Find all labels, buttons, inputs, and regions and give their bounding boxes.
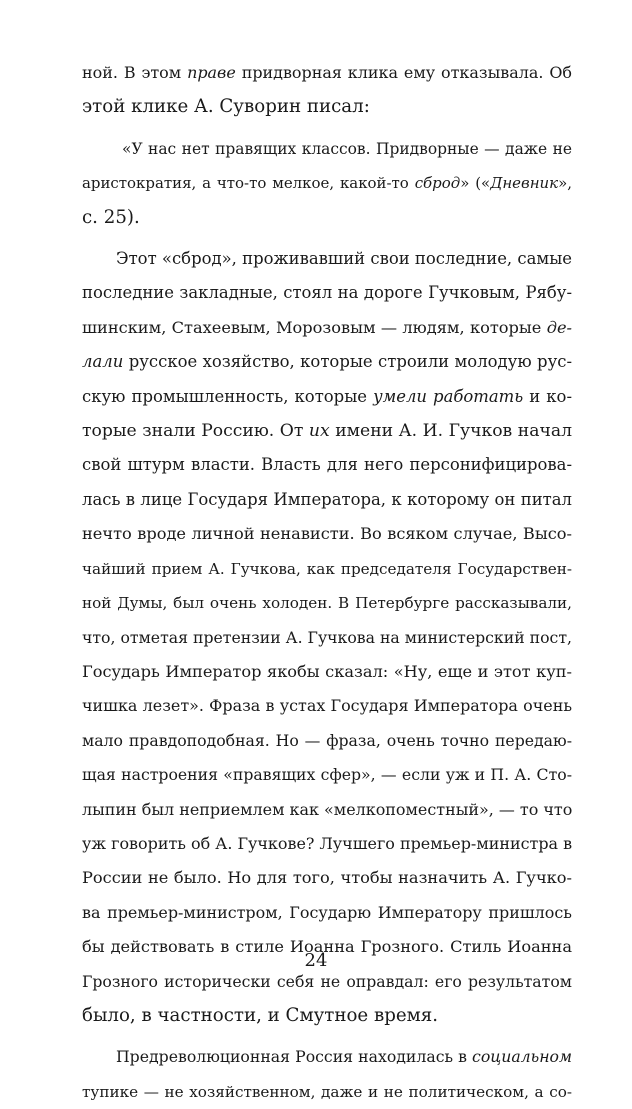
text-line bbox=[82, 586, 572, 620]
italic-run: умели работать bbox=[373, 386, 524, 406]
text-line bbox=[82, 201, 572, 235]
text-run: свой штурм власти. Власть для него персонифицирова- bbox=[82, 455, 572, 475]
text-run: аристократия, а что-то мелкое, какой-то bbox=[82, 174, 415, 193]
text-line bbox=[82, 621, 572, 655]
text-run: ной. В этом bbox=[82, 63, 188, 82]
text-line bbox=[82, 90, 572, 124]
text-run: России не было. Но для того, чтобы назначить А. Гучко- bbox=[82, 868, 572, 888]
text-line bbox=[82, 827, 572, 861]
text-line bbox=[82, 345, 572, 379]
text-run: с. 25). bbox=[82, 206, 140, 228]
text-line bbox=[82, 552, 572, 586]
text-run: и ко- bbox=[523, 386, 572, 406]
text-run: «У нас нет правящих классов. Придворные — даже не bbox=[122, 139, 572, 158]
text-line bbox=[82, 896, 572, 930]
text-line bbox=[82, 1040, 572, 1074]
text-run: шинским, Стахеевым, Морозовым — людям, которые bbox=[82, 317, 547, 337]
text-run: ва премьер-министром, Государю Императору пришлось bbox=[82, 902, 572, 922]
text-line bbox=[82, 861, 572, 895]
text-run: что, отметая претензии А. Гучкова на министерский пост, bbox=[82, 627, 572, 647]
text-line bbox=[82, 380, 572, 414]
italic-run: сброд bbox=[414, 174, 461, 193]
text-line bbox=[82, 448, 572, 482]
text-run: », bbox=[558, 174, 572, 193]
italic-run: Дневник bbox=[490, 174, 559, 193]
text-line bbox=[82, 242, 572, 276]
text-line bbox=[82, 793, 572, 827]
text-run: щая настроения «правящих сфер», — если уж и П. А. Сто- bbox=[82, 765, 572, 785]
text-line bbox=[82, 517, 572, 551]
text-run: уж говорить об А. Гучкове? Лучшего премьер-министра в bbox=[82, 833, 573, 853]
text-line bbox=[82, 311, 572, 345]
italic-run: социальном bbox=[472, 1047, 572, 1067]
text-line bbox=[82, 724, 572, 758]
text-run: бы действовать в стиле Иоанна Грозного. Стиль Иоанна bbox=[82, 937, 572, 957]
italic-run: де- bbox=[546, 317, 572, 337]
text-line bbox=[82, 414, 572, 448]
text-run: лась в лице Государя Императора, к которому он питал bbox=[82, 489, 572, 509]
text-run: мало правдоподобная. Но — фраза, очень точно передаю- bbox=[82, 730, 572, 750]
italic-run: праве bbox=[187, 63, 236, 82]
text-line bbox=[82, 758, 572, 792]
text-line bbox=[82, 132, 572, 166]
text-run: русское хозяйство, которые строили молодую рус- bbox=[123, 352, 572, 372]
text-run: придворная клика ему отказывала. Об bbox=[235, 63, 572, 82]
text-run: Грозного исторически себя не оправдал: его результатом bbox=[82, 971, 572, 991]
page-number: 24 bbox=[304, 950, 328, 971]
text-run: Государь Император якобы сказал: «Ну, еще и этот куп- bbox=[82, 661, 572, 681]
text-line bbox=[82, 276, 572, 310]
text-line bbox=[82, 166, 572, 200]
text-run: последние закладные, стоял на дороге Гучковым, Рябу- bbox=[82, 283, 572, 303]
text-line bbox=[82, 999, 572, 1033]
text-run: чайший прием А. Гучкова, как председателя Государствен- bbox=[82, 559, 572, 578]
text-run: имени А. И. Гучков начал bbox=[329, 421, 572, 442]
text-run: » (« bbox=[460, 174, 491, 193]
text-run: скую промышленность, которые bbox=[82, 386, 374, 406]
italic-run: лали bbox=[82, 352, 124, 372]
text-run: тупике — не хозяйственном, даже и не политическом, а со- bbox=[82, 1082, 572, 1101]
text-run: Этот «сброд», проживавший свои последние, самые bbox=[116, 249, 572, 269]
text-run: торые знали Россию. От bbox=[82, 421, 309, 442]
text-run: лыпин был неприемлем как «мелкопоместный», — то что bbox=[82, 799, 573, 819]
text-run: этой клике А. Суворин писал: bbox=[82, 96, 370, 118]
text-run: Предреволюционная Россия находилась в bbox=[116, 1047, 473, 1067]
text-line bbox=[82, 483, 572, 517]
text-run: нечто вроде личной ненависти. Во всяком случае, Высо- bbox=[82, 524, 572, 544]
text-run: чишка лезет». Фраза в устах Государя Императора очень bbox=[82, 696, 572, 716]
text-run: было, в частности, и Смутное время. bbox=[82, 1004, 439, 1026]
text-line bbox=[82, 655, 572, 689]
text-line bbox=[82, 689, 572, 723]
italic-run: их bbox=[308, 421, 330, 442]
text-line bbox=[82, 1075, 572, 1109]
text-run: ной Думы, был очень холоден. В Петербурге рассказывали, bbox=[82, 594, 572, 613]
text-line bbox=[82, 56, 572, 90]
